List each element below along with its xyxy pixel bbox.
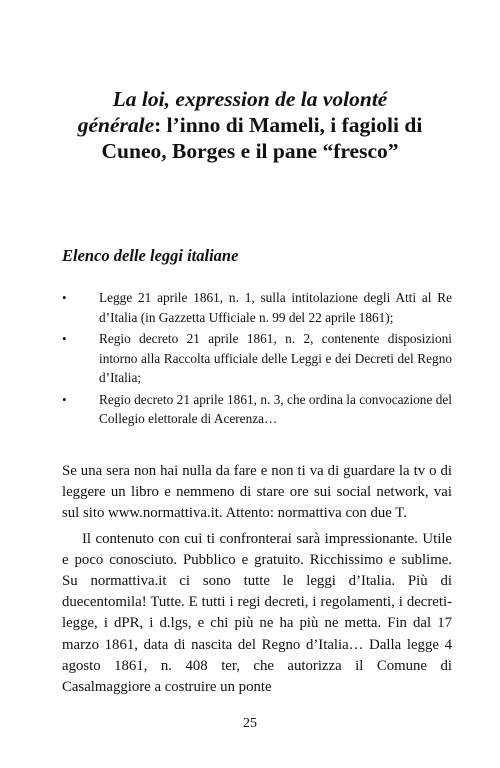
list-item	[62, 288, 452, 327]
page-number: 25	[243, 716, 257, 731]
list-item	[62, 390, 452, 429]
list-item	[62, 329, 452, 388]
list-item-text: Legge 21 aprile 1861, n. 1, sulla intitolazione degli Atti al Re d’Italia (in Gazzetta Ufficiale n. 99 del 22 aprile 1861);	[99, 290, 452, 325]
paragraph: Se una sera non hai nulla da fare e non ti va di guardare la tv o di leggere un libro e nemmeno di stare ore sui social network, vai sul sito www.normattiva.it. Attento: normattiva con due T.	[62, 463, 452, 522]
bullet-icon: •	[62, 290, 67, 305]
section-heading: Elenco delle leggi italiane	[62, 246, 239, 265]
chapter-title-italic: La loi, expression de la volonté générale	[77, 87, 388, 137]
body-text	[62, 461, 452, 698]
bullet-icon: •	[62, 331, 67, 346]
list-item-text: Regio decreto 21 aprile 1861, n. 3, che ordina la convocazione del Collegio elettorale di Acerenza…	[99, 391, 452, 426]
law-list	[62, 288, 452, 431]
chapter-title	[70, 86, 430, 164]
paragraph: Il contenuto con cui ti confronterai sarà impressionante. Utile e poco conosciuto. Pubblico e gratuito. Ricchissimo e sublime. Su normattiva.it ci sono tutte le leggi d’Italia. Più di duecentomila! Tutte. E tutti i regi decreti, i regolamenti, i decreti-legge, i dPR, i d.lgs, e chi più ne ha più ne metta. Fin dal 17 marzo 1861, data di nascita del Regno d’Italia… Dalla legge 4 agosto 1861, n. 408 ter, che autorizza il Comune di Casalmaggiore a costruire un ponte	[62, 530, 452, 696]
chapter-title-rest: : l’inno di Mameli, i fagioli di Cuneo, Borges e il pane “fresco”	[101, 113, 423, 163]
list-item-text: Regio decreto 21 aprile 1861, n. 2, contenente disposizioni intorno alla Raccolta ufficiale delle Leggi e dei Decreti del Regno d’Italia;	[99, 331, 452, 385]
bullet-icon: •	[62, 391, 67, 407]
